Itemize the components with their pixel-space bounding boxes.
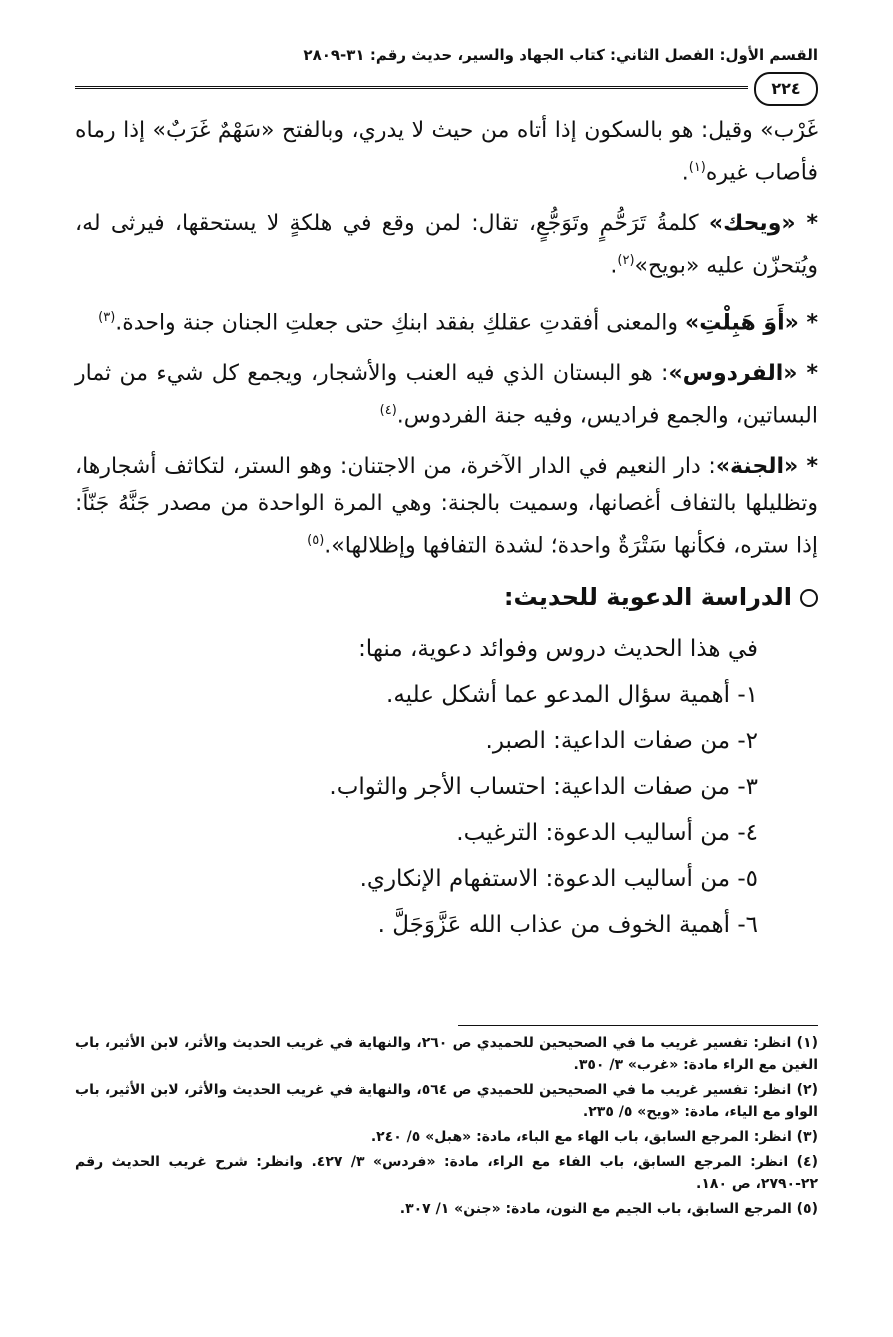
paragraph-text: كلمةُ تَرَحُّمٍ وتَوَجُّعٍ، تقال: لمن وقع في هلكةٍ لا يستحقها، فيرثى له، ويُتحزّن عليه «بويح» (75, 211, 818, 279)
header-rule (75, 86, 748, 89)
glossary-term: * «الفردوس» (668, 360, 819, 386)
list-item: ٤- من أساليب الدعوة: الترغيب. (456, 819, 758, 846)
main-text (75, 112, 818, 948)
paragraph-tail: . (610, 253, 618, 279)
footnote-ref: (٢) (617, 253, 635, 269)
paragraph (75, 448, 818, 564)
glossary-term: * «الجنة» (715, 454, 818, 480)
footnote-ref: (٣) (98, 309, 116, 325)
footnote-ref: (٥) (307, 533, 325, 549)
section-heading-text: الدراسة الدعوية للحديث: (503, 582, 792, 611)
page-header (75, 46, 818, 72)
list-item: ٥- من أساليب الدعوة: الاستفهام الإنكاري. (359, 865, 758, 892)
running-head: القسم الأول: الفصل الثاني: كتاب الجهاد والسير، حديث رقم: ٣١-٢٨٠٩ (303, 46, 818, 64)
circle-bullet-icon (800, 589, 818, 607)
glossary-term: * «أَوَ هَبِلْتِ» (685, 309, 818, 335)
section-heading (75, 579, 818, 616)
paragraph-text: والمعنى أفقدتِ عقلكِ بفقد ابنكِ حتى جعلتِ الجنان جنة واحدة. (115, 309, 686, 335)
lessons-intro: في هذا الحديث دروس وفوائد دعوية، منها: (358, 635, 758, 662)
list-item: ٣- من صفات الداعية: احتساب الأجر والثواب. (329, 773, 758, 800)
footnote: (٤) انظر: المرجع السابق، باب الفاء مع الراء، مادة: «فردس» ٣/ ٤٢٧. وانظر: شرح غريب الحديث رقم ٢٢-٢٧٩٠، ص ١٨٠. (75, 1154, 818, 1192)
footnote-ref: (٤) (379, 402, 397, 418)
paragraph (75, 112, 818, 191)
paragraph (75, 205, 818, 284)
footnote: (٢) انظر: تفسير غريب ما في الصحيحين للحميدي ص ٥٦٤، والنهاية في غريب الحديث والأثر، لابن الأثير، باب الواو مع الياء، مادة: «ويح» ٥/ ٢٣٥. (75, 1082, 818, 1120)
list-item: ٢- من صفات الداعية: الصبر. (485, 727, 758, 754)
glossary-term: * «ويحك» (708, 211, 818, 237)
footnotes (75, 1032, 818, 1223)
list-item: ٦- أهمية الخوف من عذاب الله عَزَّوَجَلَّ . (377, 911, 758, 938)
paragraph (75, 355, 818, 434)
footnote: (٣) انظر: المرجع السابق، باب الهاء مع الباء، مادة: «هبل» ٥/ ٢٤٠. (370, 1129, 818, 1145)
paragraph (75, 299, 818, 341)
paragraph-tail: . (681, 160, 689, 186)
paragraph-text: غَرْب» وقيل: هو بالسكون إذا أتاه من حيث لا يدري، وبالفتح «سَهْمٌ غَرَبٌ» إذا رماه فأصاب غيره (75, 118, 818, 186)
paragraph-text: : دار النعيم في الدار الآخرة، من الاجتنان: وهو الستر، لتكاثف أشجارها، وتظليلها بالتفاف أغصانها، وسميت بالجنة: وهي المرة الواحدة من مصدر جَنَّهُ جَنّاً: إذا ستره، فكأنها سَتْرَةٌ واحدة؛ لشدة التفافها وإظلالها». (75, 454, 818, 559)
page-number: ٢٢٤ (754, 72, 818, 106)
footnote: (٥) المرجع السابق، باب الجيم مع النون، مادة: «جنن» ١/ ٣٠٧. (399, 1201, 818, 1217)
footnote: (١) انظر: تفسير غريب ما في الصحيحين للحميدي ص ٢٦٠، والنهاية في غريب الحديث والأثر، لابن الأثير، باب الغين مع الراء مادة: «غرب» ٣/ ٣٥٠. (75, 1035, 818, 1073)
list-item: ١- أهمية سؤال المدعو عما أشكل عليه. (386, 681, 758, 708)
paragraph-text: : هو البستان الذي فيه العنب والأشجار، ويجمع كل شيء من ثمار البساتين، والجمع فراديس، وفيه جنة الفردوس. (75, 360, 818, 429)
footnote-ref: (١) (688, 160, 706, 175)
lessons-list (75, 626, 758, 948)
footnote-rule (458, 1025, 818, 1026)
